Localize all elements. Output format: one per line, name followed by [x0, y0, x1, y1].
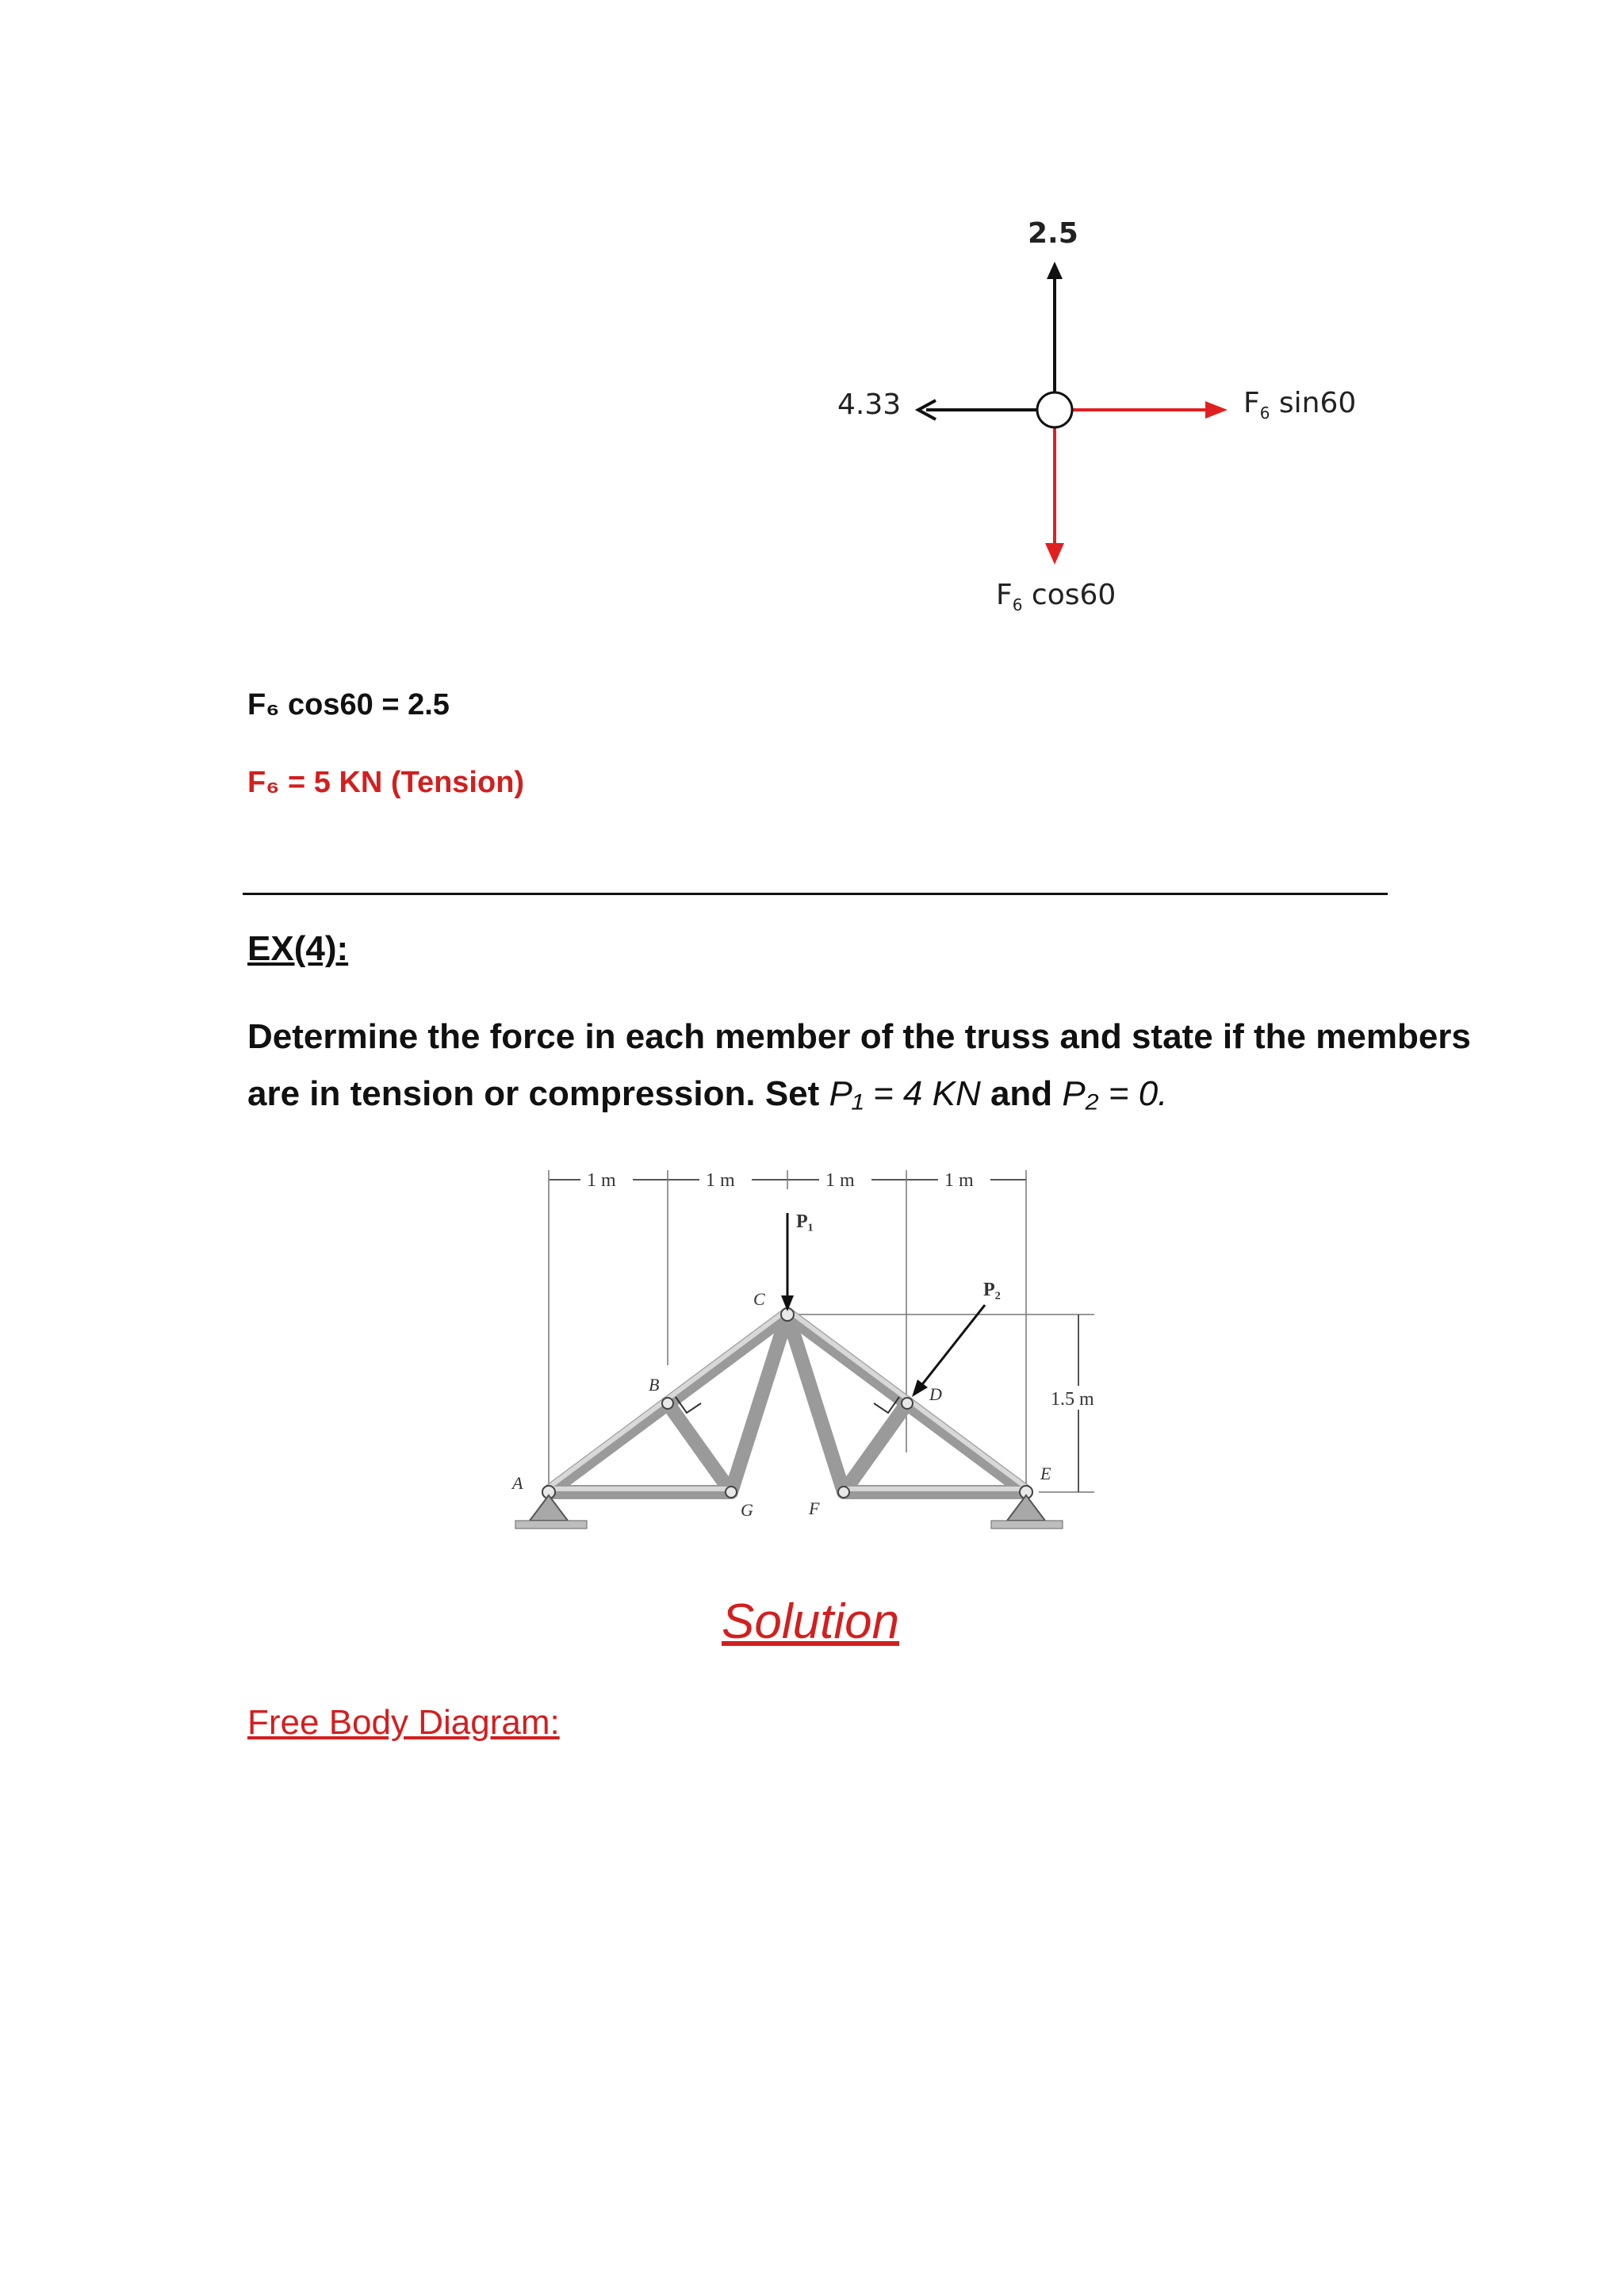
joint-label-A: A	[512, 1473, 523, 1493]
support-A-base	[515, 1521, 587, 1529]
fbd-left-label: 4.33	[837, 388, 902, 421]
fbd-right-sub: 6	[1259, 404, 1270, 423]
section-divider	[243, 893, 1388, 895]
problem-text: Determine the force in each member of the truss and state if the members are in tension or compression. Set	[247, 1017, 1471, 1113]
problem-statement	[247, 1008, 1484, 1123]
problem-and: and	[980, 1074, 1063, 1113]
joint-label-C: C	[753, 1289, 765, 1309]
member-BG	[668, 1403, 731, 1492]
fbd-right-prefix: F	[1243, 387, 1260, 419]
joint-label-D: D	[929, 1384, 942, 1404]
truss-figure	[492, 1158, 1126, 1570]
dim-label-1: 1 m	[587, 1170, 616, 1191]
fbd-up-arrowhead	[1047, 262, 1063, 279]
fbd-right-suffix: sin60	[1278, 387, 1357, 419]
example-title: EX(4):	[247, 929, 349, 968]
fbd-down-label	[996, 579, 1116, 614]
dim-label-2: 1 m	[706, 1170, 735, 1191]
truss-members	[549, 1314, 1026, 1492]
member-DF	[844, 1403, 907, 1492]
dim-label-4: 1 m	[944, 1170, 974, 1191]
support-E-base	[991, 1521, 1063, 1529]
fbd-joint	[1037, 392, 1072, 427]
load-P2-arrow	[920, 1305, 985, 1387]
joint-label-E: E	[1040, 1464, 1051, 1483]
height-dim-label: 1.5 m	[1051, 1389, 1094, 1410]
joint-label-B: B	[649, 1375, 660, 1395]
fbd-right-arrowhead	[1205, 401, 1228, 419]
p1-expression: P₁ = 4 KN	[829, 1074, 981, 1113]
fbd-down-arrowhead	[1045, 543, 1064, 564]
fbd-down-suffix: cos60	[1031, 579, 1116, 611]
fbd-down-prefix: F	[996, 579, 1013, 611]
joint-label-G: G	[741, 1500, 753, 1520]
joint-free-body-diagram	[809, 206, 1380, 650]
joint-label-F: F	[809, 1498, 820, 1518]
p2-expression: P₂ = 0.	[1062, 1074, 1168, 1113]
dim-label-3: 1 m	[825, 1170, 855, 1191]
fbd-down-sub: 6	[1012, 595, 1023, 615]
equation-line-1: F₆ cos60 = 2.5	[247, 688, 450, 721]
load-P2-label: P₂	[983, 1280, 1001, 1300]
free-body-diagram-heading: Free Body Diagram:	[247, 1703, 560, 1742]
fbd-up-label: 2.5	[1028, 217, 1078, 250]
load-P1-label: P₁	[796, 1211, 814, 1232]
fbd-right-label	[1243, 387, 1356, 423]
truss-svg	[492, 1158, 1126, 1570]
solution-heading: Solution	[722, 1594, 900, 1649]
equation-line-2: F₆ = 5 KN (Tension)	[247, 766, 525, 799]
